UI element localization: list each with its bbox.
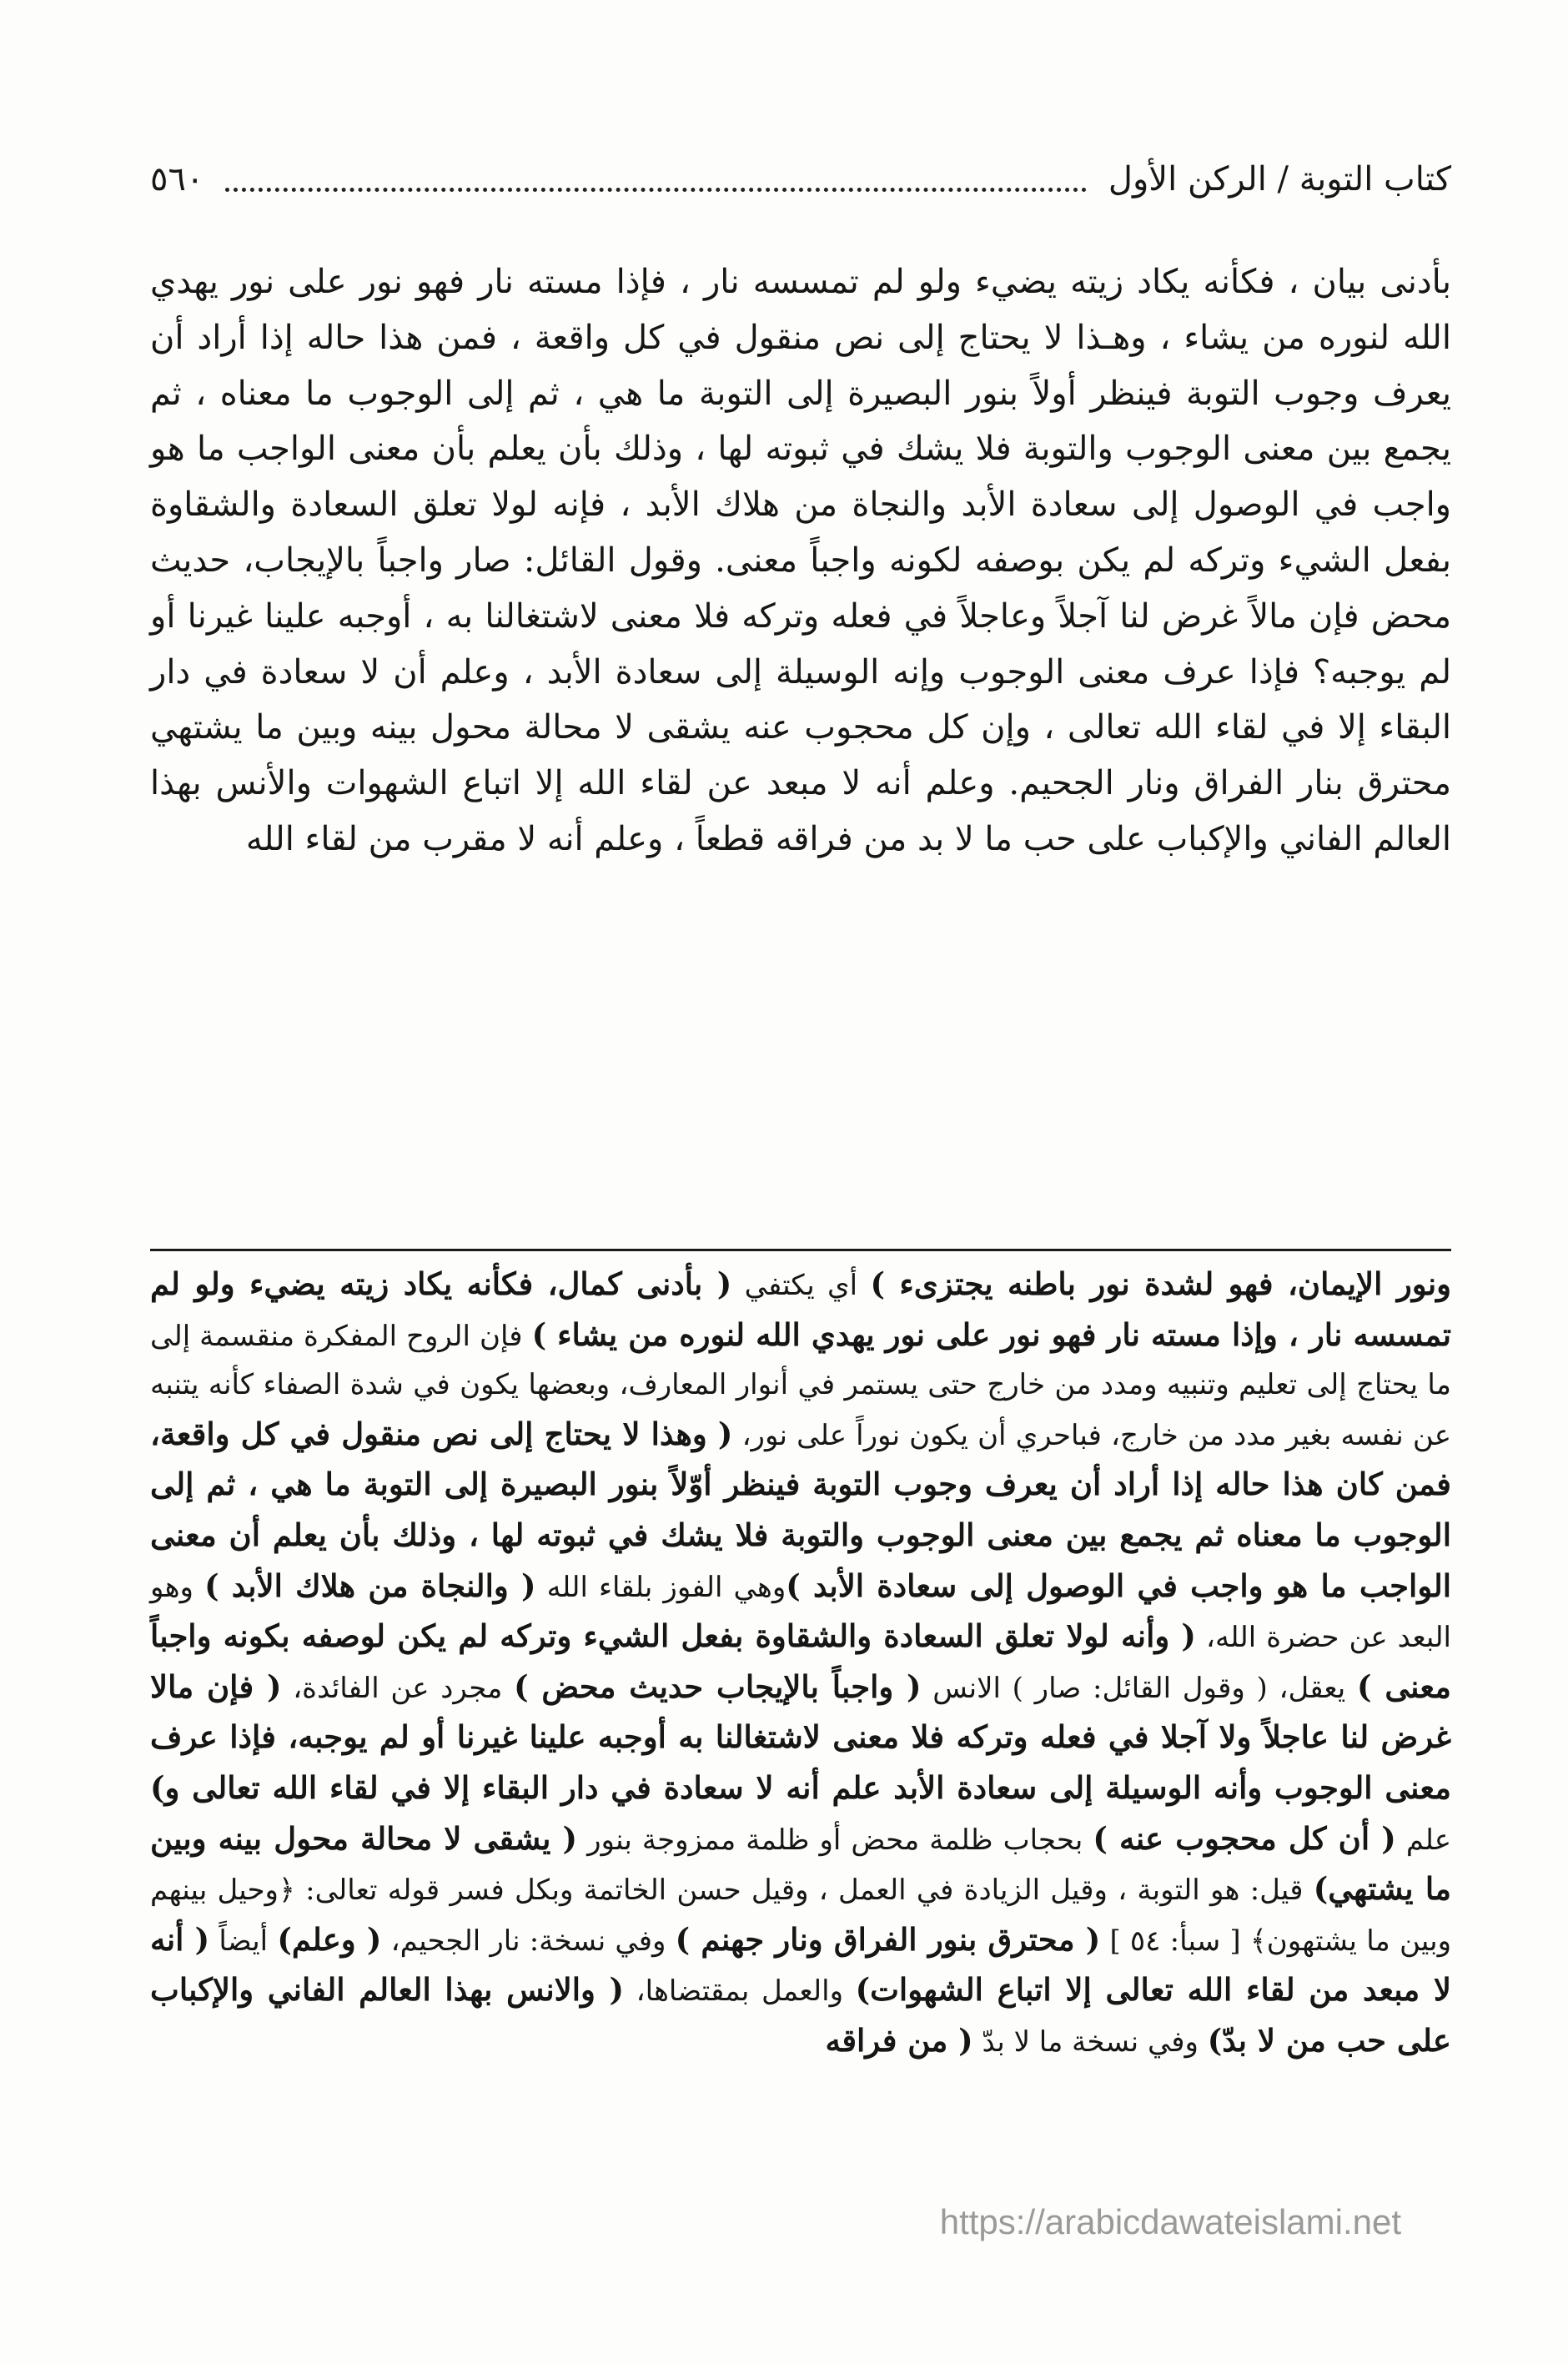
gloss-text-segment: مجرد عن الفائدة، (281, 1671, 515, 1705)
gloss-text-segment: علم (1395, 1823, 1451, 1857)
header-dotted-leader (225, 168, 1086, 192)
book-page (150, 133, 1451, 2269)
quoted-text-segment: ( فإن مالا غرض لنا عاجلاً ولا آجلا في فعله وتركه فلا معنى لاشتغالنا به أوجبه علينا غيرنا أو لم يوجبه، فإذا عرف معنى الوجوب وأنه الوسيلة إلى سعادة الأبد علم أنه لا سعادة في دار البقاء إلا في لقاء الله تعالى و) (150, 1667, 1451, 1806)
quoted-text-segment: ( يشقى لا محالة محول بينه وبين ما يشتهي) (150, 1819, 1451, 1908)
gloss-text-segment: يعقل، ( وقول القائل: صار ) الانس (921, 1671, 1357, 1705)
page-header (150, 150, 1451, 209)
page-number: ٥٦٠ (150, 160, 204, 199)
commentary-paragraph (150, 1260, 1451, 2067)
quoted-text-segment: ( والانس بهذا العالم الفاني والإكباب على حب من لا بدّ) (150, 1971, 1451, 2059)
quoted-text-segment: ( أن كل محجوب عنه ) (1093, 1819, 1396, 1857)
main-paragraph: بأدنى بيان ، فكأنه يكاد زيته يضيء ولو لم تمسسه نار ، فإذا مسته نار فهو نور على نور يهدي الله لنوره من يشاء ، وهـذا لا يحتاج إلى نص منقول في كل واقعة ، فمن هذا حاله إذا أراد أن يعرف وجوب التوبة فينظر أولاً بنور البصيرة إلى التوبة ما هي ، ثم إلى الوجوب ما معناه ، ثم يجمع بين معنى الوجوب والتوبة فلا يشك في ثبوته لها ، وذلك بأن يعلم بأن معنى الواجب ما هو واجب في الوصول إلى سعادة الأبد والنجاة من هلاك الأبد ، فإنه لولا تعلق السعادة والشقاوة بفعل الشيء وتركه لم يكن بوصفه لكونه واجباً معنى. وقول القائل: صار واجباً بالإيجاب، حديث محض فإن مالاً غرض لنا آجلاً وعاجلاً في فعله وتركه فلا معنى لاشتغالنا به ، أوجبه علينا غيرنا أو لم يوجبه؟ فإذا عرف معنى الوجوب وإنه الوسيلة إلى سعادة الأبد ، وعلم أن لا سعادة في دار البقاء إلا في لقاء الله تعالى ، وإن كل محجوب عنه يشقى لا محالة محول بينه وبين ما يشتهي محترق بنار الفراق ونار الجحيم. وعلم أنه لا مبعد عن لقاء الله إلا اتباع الشهوات والأنس بهذا العالم الفاني والإكباب على حب ما لا بد من فراقه قطعاً ، وعلم أنه لا مقرب من لقاء الله (150, 263, 1452, 858)
watermark-url: https://arabicdawateislami.net (939, 2202, 1401, 2241)
running-title: كتاب التوبة / الركن الأول (1108, 160, 1451, 199)
quoted-text-segment: ( وأنه لولا تعلق السعادة والشقاوة بفعل الشيء وتركه لم يكن لوصفه بكونه واجباً معنى ) (150, 1617, 1451, 1705)
gloss-text-segment: فإن الروح المفكرة منقسمة إلى ما يحتاج إلى تعليم وتنبيه ومدد من خارج حتى يستمر في أنوار المعارف، وبعضها يكون في شدة الصفاء كأنه يتنبه عن نفسه بغير مدد من خارج، فباحري أن يكون نوراً على نور، (150, 1319, 1452, 1452)
gloss-text-segment: وفي نسخة: نار الجحيم، (381, 1924, 676, 1958)
main-text (150, 254, 1451, 868)
quoted-text-segment: ( من فراقه (825, 2021, 973, 2059)
quoted-text-segment: ( بأدنى كمال، فكأنه يكاد زيته يضيء ولو لم تمسسه نار ، وإذا مسته نار فهو نور على نور يهدي الله لنوره من يشاء ) (150, 1265, 1451, 1353)
quoted-text-segment: ( أنه لا مبعد من لقاء الله تعالى إلا اتباع الشهوات) (150, 1920, 1452, 2009)
gloss-text-segment: قيل: هو التوبة ، وقيل الزيادة في العمل ، وقيل حسن الخاتمة وبكل فسر قوله تعالى: ﴿وحيل بينهم وبين ما يشتهون﴾ [ سبأ: ٥٤ ] (150, 1874, 1451, 1958)
gloss-text-segment: بحجاب ظلمة محض أو ظلمة ممزوجة بنور (577, 1823, 1093, 1857)
gloss-text-segment: والعمل بمقتضاها، (624, 1974, 856, 2009)
commentary (150, 1260, 1451, 2067)
gloss-text-segment: وهو البعد عن حضرة الله، (150, 1570, 1451, 1655)
quoted-text-segment: ( محترق بنور الفراق ونار جهنم ) (675, 1920, 1101, 1958)
gloss-text-segment: وفي نسخة ما لا بدّ (972, 2024, 1208, 2059)
quoted-text-segment: ( والنجاة من هلاك الأبد ) (204, 1567, 536, 1604)
footnote-divider (150, 1249, 1451, 1251)
gloss-text-segment: وهي الفوز بلقاء الله (535, 1570, 787, 1604)
quoted-text-segment: ( وهذا لا يحتاج إلى نص منقول في كل واقعة، فمن كان هذا حاله إذا أراد أن يعرف وجوب التوبة فينظر أوّلاً بنور البصيرة إلى التوبة ما هي ، ثم إلى الوجوب ما معناه ثم يجمع بين معنى الوجوب والتوبة فلا يشك في ثبوته لها ، وذلك بأن يعلم أن معنى الواجب ما هو واجب في الوصول إلى سعادة الأبد ) (150, 1415, 1451, 1604)
gloss-text-segment: أي يكتفي (731, 1269, 871, 1302)
quoted-text-segment: ( وعلم) (277, 1920, 382, 1958)
gloss-text-segment: أيضاً (209, 1924, 278, 1958)
quoted-text-segment: ونور الإيمان، فهو لشدة نور باطنه يجتزىء ) (870, 1265, 1451, 1302)
quoted-text-segment: ( واجباً بالإيجاب حديث محض ) (514, 1667, 922, 1705)
